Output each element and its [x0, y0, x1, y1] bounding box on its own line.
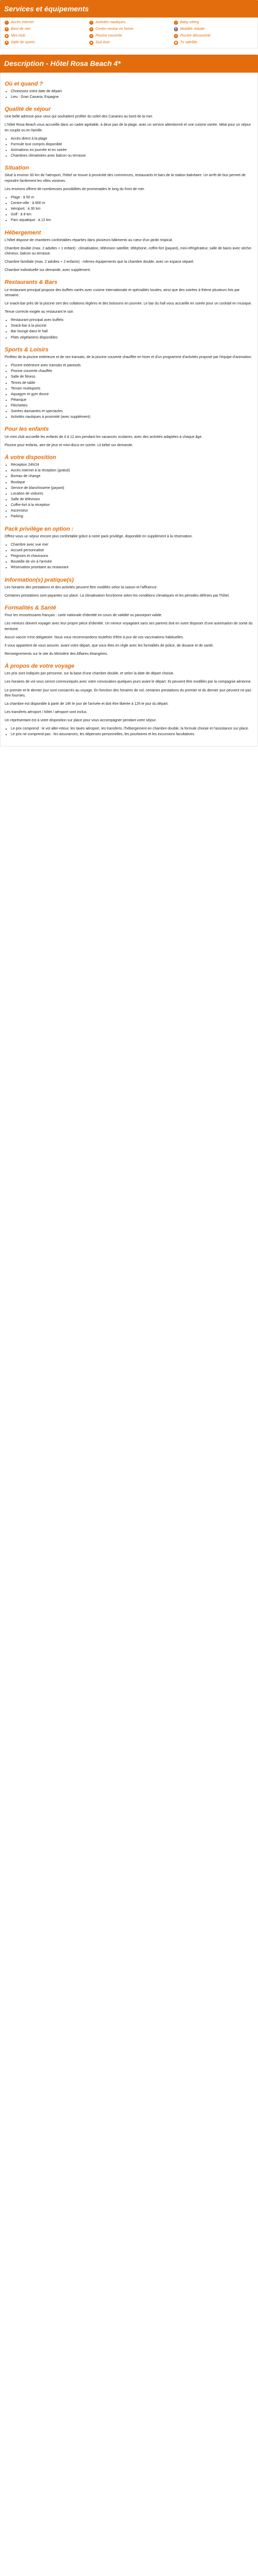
section-title: Pour les enfants: [5, 426, 49, 433]
section-list: [5, 137, 253, 159]
section-paragraph: Le snack-bar près de la piscine sert des collations légères et des boissons en journée. Le bar du hall vous accueille en soirée pour un cocktail en musique.: [5, 301, 252, 306]
section-paragraph: Piscine pour enfants, aire de jeux et mini-disco en soirée. Lit bébé sur demande.: [5, 443, 134, 447]
section-paragraph: Certaines prestations sont payantes sur place. La climatisation fonctionne selon les conditions climatiques et les périodes définies par l'hôtel.: [5, 594, 230, 598]
section: [5, 663, 253, 737]
section-list: [5, 195, 253, 224]
service-label: Bord de mer: [11, 27, 31, 31]
service-label: Piscine découverte: [180, 34, 211, 38]
section-list-item: • Accueil personnalisé: [11, 548, 253, 553]
tv-icon: ▣: [174, 41, 178, 44]
service-label: Baby-sitting: [180, 21, 199, 25]
service-item: [89, 26, 169, 32]
service-label: Tv satellite: [180, 41, 198, 45]
section-paragraph: Renseignements sur le site du Ministère des Affaires étrangères.: [5, 652, 108, 656]
service-label: Accès internet: [11, 21, 34, 25]
section-paragraph: Les environs offrent de nombreuses possibilités de promenades le long du front de mer.: [5, 187, 145, 191]
section: [5, 426, 253, 448]
section-paragraph: Les transferts aéroport / hôtel / aéroport sont inclus.: [5, 710, 88, 714]
section-list-item: • Aéroport : à 30 km: [11, 207, 253, 212]
section-title: Formalités & Santé: [5, 605, 56, 612]
service-label: Mobilité réduite: [180, 27, 205, 31]
section-list-item: • Parking: [11, 514, 253, 519]
kids-club-icon: ☻: [5, 34, 8, 38]
section-paragraph: Un mini club accueille les enfants de 4 à 12 ans pendant les vacances scolaires, avec des activités adaptées à chaque âge.: [5, 435, 203, 439]
wave-icon: ≈: [89, 21, 93, 25]
section-title: Pack privilège en option :: [5, 526, 74, 532]
service-item: [5, 20, 84, 26]
section-list-item: • Snack-bar à la piscine: [11, 324, 253, 329]
section-list-item: • Animations en journée et en soirée: [11, 148, 253, 153]
section-paragraph: Le restaurant principal propose des buffets variés avec cuisine internationale et spécialités locales, ainsi que des soirées à thème plusieurs fois par semaine.: [5, 288, 240, 297]
section-list-item: • Salle de fitness: [11, 375, 253, 380]
section-list-item: • Réservation prioritaire au restaurant: [11, 565, 253, 570]
beach-icon: ☀: [5, 27, 8, 31]
section-list-item: • Accès internet à la réception (gratuit): [11, 468, 253, 473]
section: [5, 454, 253, 520]
section-list-item: • Tennis de table: [11, 381, 253, 386]
service-label: Activités nautiques: [95, 21, 126, 25]
pool-icon: ≋: [174, 34, 178, 38]
section: [5, 230, 253, 274]
section-list: [5, 726, 253, 737]
services-title: Services et équipements: [0, 0, 258, 18]
service-label: Centre remise en forme: [95, 27, 134, 31]
section-list-item: • Plage : à 50 m: [11, 195, 253, 200]
service-label: Piscine couverte: [95, 34, 122, 38]
section-title: À votre disposition: [5, 454, 56, 461]
section-title: Situation: [5, 165, 29, 172]
sections-container: [5, 106, 253, 737]
section: [5, 605, 253, 657]
section-list-item: • Piscine extérieure avec transats et parasols: [11, 363, 253, 368]
section-list-item: • Location de voitures: [11, 492, 253, 497]
description-content: [0, 73, 258, 747]
section-list-item: • Plats végétariens disponibles: [11, 335, 253, 341]
section-paragraph: Chambre double (max. 2 adultes + 1 enfant) : climatisation, télévision satellite, téléphone, coffre-fort (payant), mini-réfrigérateur, salle de bains avec sèche-cheveux, balcon ou terrasse.: [5, 246, 252, 256]
section-paragraph: Profitez de la piscine extérieure et de ses transats, de la piscine couverte chauffée en hiver et d'un programme d'activités proposé par l'équipe d'animation.: [5, 355, 252, 359]
section: [5, 526, 253, 571]
section-list-item: • Centre-ville : à 600 m: [11, 201, 253, 206]
section-list-item: • Réception 24h/24: [11, 463, 253, 468]
section-list: [5, 543, 253, 571]
section-list-item: • Bureau de change: [11, 474, 253, 479]
section-list-item: • Accès direct à la plage: [11, 137, 253, 142]
section-paragraph: Une belle adresse pour ceux qui souhaitent profiter du soleil des Canaries au bord de la mer.: [5, 115, 153, 119]
service-item: [5, 33, 84, 39]
section: [5, 165, 253, 223]
section-list-item: • Salle de télévision: [11, 497, 253, 502]
overview-item: • Lieu : Gran Canaria, Espagne.: [11, 95, 253, 100]
section-list-item: • Parc aquatique : à 12 km: [11, 218, 253, 223]
service-label: Mini club: [11, 34, 25, 38]
section: [5, 279, 253, 340]
service-label: Salle de sports: [11, 41, 35, 45]
section-title: À propos de votre voyage: [5, 663, 75, 670]
section-list-item: • Boutique: [11, 480, 253, 485]
section-list-item: • Piscine couverte chauffée: [11, 369, 253, 374]
section-list-item: • Bouteille de vin à l'arrivée: [11, 560, 253, 565]
section-paragraph: Les horaires de vol vous seront communiqués avec votre convocation quelques jours avant le départ. Ils peuvent être modifiés par la compagnie aérienne.: [5, 680, 252, 684]
section-list: [5, 363, 253, 420]
section-paragraph: Un représentant est à votre disposition sur place pour vous accompagner pendant votre séjour.: [5, 719, 157, 723]
section-list-item: • Ascenseur: [11, 509, 253, 514]
section-paragraph: Aucun vaccin n'est obligatoire. Nous vous recommandons toutefois d'être à jour de vos vaccinations habituelles.: [5, 635, 184, 639]
section-paragraph: Chambre individuelle sur demande, avec supplément.: [5, 268, 91, 273]
overview-title: Où et quand ?: [5, 80, 43, 87]
accessibility-icon: ♿: [174, 27, 178, 31]
service-item: [89, 33, 169, 39]
section: [5, 347, 253, 420]
section: [5, 577, 253, 599]
section-title: Qualité de séjour: [5, 106, 51, 113]
section-list-item: • Aquagym et gym douce: [11, 392, 253, 397]
section-list-item: • Le prix ne comprend pas : les assurances, les dépenses personnelles, les pourboires et les excursions facultatives.: [11, 732, 253, 737]
section-list-item: • Service de blanchisserie (payant): [11, 486, 253, 491]
overview-list: [5, 89, 253, 100]
section-paragraph: Il vous appartient de vous assurer, avant votre départ, que vous êtes en règle avec les formalités de police, de douane et de santé.: [5, 643, 214, 648]
section-list-item: • Chambre avec vue mer: [11, 543, 253, 548]
section-paragraph: Chambre familiale (max. 2 adultes + 2 enfants) : mêmes équipements que la chambre double, avec un espace séparé.: [5, 260, 195, 264]
location-icon: ◉: [90, 41, 93, 44]
service-item: [5, 40, 84, 46]
section-paragraph: Les horaires des prestations et des activités peuvent être modifiés selon la saison et l'affluence.: [5, 585, 158, 589]
section-title: Sports & Loisirs: [5, 346, 49, 353]
section-list-item: • Coffre-fort à la réception: [11, 503, 253, 508]
section-list-item: • Peignoirs et chaussons: [11, 554, 253, 559]
section-title: Information(s) pratique(s): [5, 577, 74, 583]
section-title: Hébergement: [5, 229, 41, 236]
section-paragraph: L'hôtel dispose de chambres confortables réparties dans plusieurs bâtiments au cœur d'un jardin tropical.: [5, 238, 173, 242]
section-list-item: • Formule tout compris disponible: [11, 142, 253, 147]
section-list: [5, 463, 253, 519]
section-paragraph: Le premier et le dernier jour sont consacrés au voyage. En fonction des horaires de vol, certaines prestations du premier et du dernier jour peuvent ne pas être fournies.: [5, 688, 251, 698]
overview-item: • Choisissez votre date de départ.: [11, 89, 253, 94]
service-item: [174, 20, 253, 26]
section-paragraph: La chambre est disponible à partir de 14h le jour de l'arrivée et doit être libérée à 12h le jour du départ.: [5, 702, 169, 706]
section-list-item: • Chambres climatisées avec balcon ou terrasse: [11, 154, 253, 159]
wifi-icon: ⌁: [5, 21, 9, 25]
service-item: [174, 26, 253, 32]
section-list-item: • Le prix comprend : le vol aller-retour, les taxes aéroport, les transferts, l'hébergement en chambre double, la formule choisie et l'assistance sur place.: [11, 726, 253, 732]
section-paragraph: Les mineurs doivent voyager avec leur propre pièce d'identité. Un mineur voyageant sans ses parents doit en outre disposer d'une autorisation de sortie du territoire.: [5, 622, 253, 631]
services-grid: [0, 18, 258, 48]
baby-icon: ☺: [174, 21, 178, 24]
section-paragraph: Pour les ressortissants français : carte nationale d'identité en cours de validité ou passeport valide.: [5, 614, 163, 618]
section-list-item: • Pétanque: [11, 398, 253, 403]
services-panel: [0, 0, 258, 48]
section-paragraph: L'hôtel Rosa Beach vous accueille dans un cadre agréable, à deux pas de la plage, avec un service attentionné et une cuisine variée. Idéal pour un séjour en couple ou en famille.: [5, 123, 251, 132]
indoor-pool-icon: ≋: [90, 34, 93, 38]
service-item: [89, 40, 169, 46]
section-list-item: • Bar lounge dans le hall: [11, 329, 253, 334]
section-paragraph: Les prix sont indiqués par personne, sur la base d'une chambre double, et selon la date de départ choisie.: [5, 672, 174, 676]
section-title: Restaurants & Bars: [5, 279, 58, 286]
section-list-item: • Soirées dansantes et spectacles: [11, 409, 253, 414]
service-item: [174, 40, 253, 46]
section-paragraph: Offrez-vous un séjour encore plus confortable grâce à notre pack privilège, disponible en supplément à la réservation.: [5, 534, 193, 538]
service-item: [5, 26, 84, 32]
section: [5, 106, 253, 159]
section-list-item: • Restaurant principal avec buffets: [11, 318, 253, 323]
section-paragraph: Situé à environ 30 km de l'aéroport, l'hôtel se trouve à proximité des commerces, restaurants et bars de la station balnéaire. Un arrêt de bus permet de rejoindre facilement les villes voisines.: [5, 174, 246, 183]
service-item: [174, 33, 253, 39]
section-list-item: • Activités nautiques à proximité (avec supplément): [11, 415, 253, 420]
section-list-item: • Terrain multisports: [11, 386, 253, 392]
section-list-item: • Golf : à 8 km: [11, 212, 253, 217]
section-paragraph: Tenue correcte exigée au restaurant le soir.: [5, 310, 74, 314]
fitness-icon: ♥: [89, 27, 93, 31]
sports-icon: ⚑: [5, 41, 8, 44]
section-list-item: • Fléchettes: [11, 403, 253, 409]
service-item: [89, 20, 169, 26]
service-label: Sud Asie: [95, 41, 110, 45]
section-list: [5, 318, 253, 341]
description-title: Description - Hôtel Rosa Beach 4*: [0, 55, 258, 72]
